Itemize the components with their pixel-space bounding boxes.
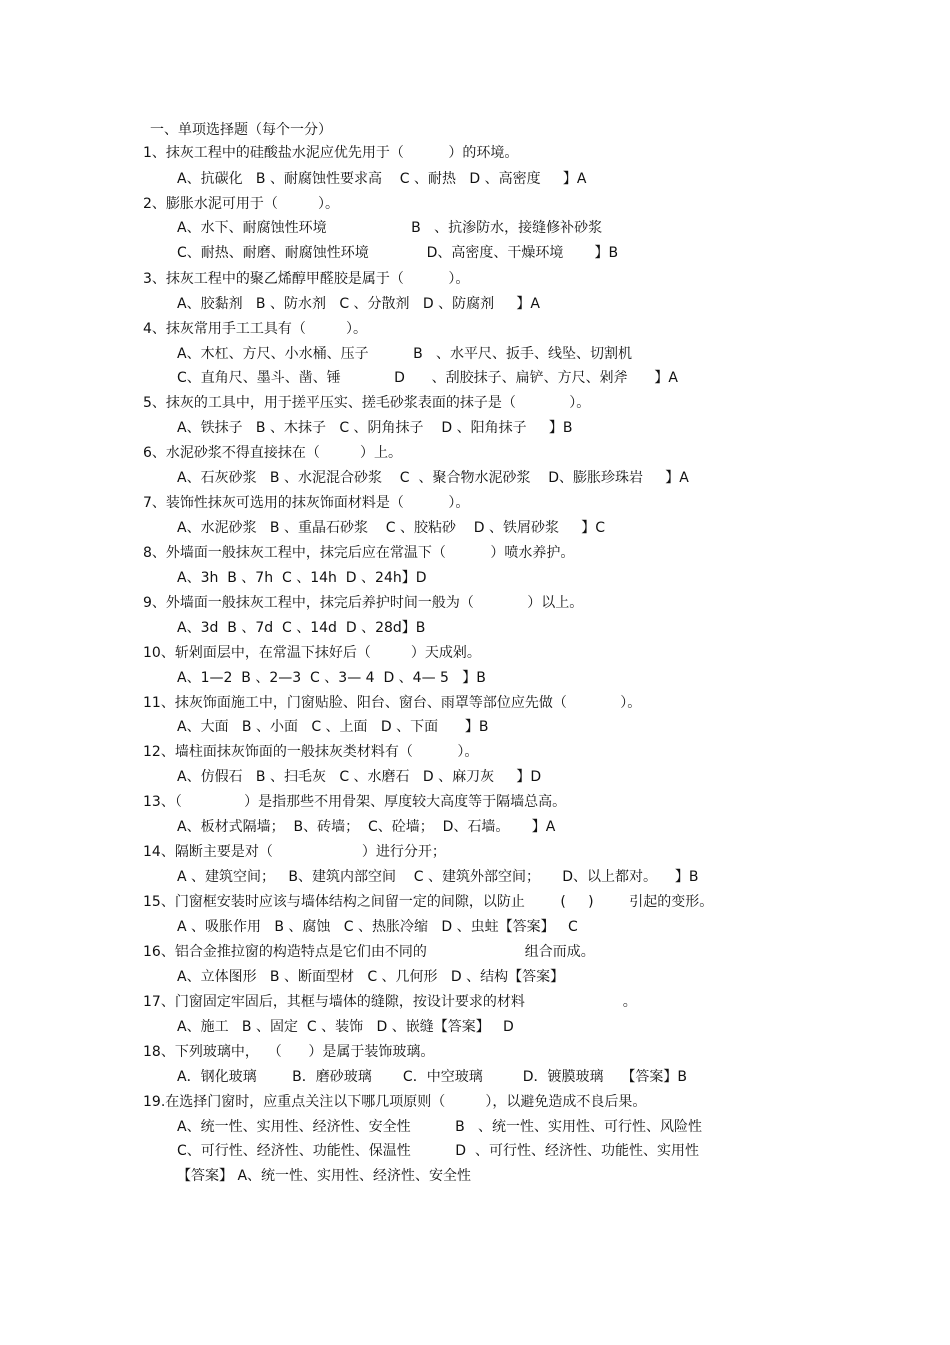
question-text: 8、外墙面一般抹灰工程中，抹完后应在常温下（ ）喷水养护。	[143, 545, 575, 561]
section-heading: 一、单项选择题（每个一分）	[150, 122, 332, 138]
option-line: A、大面 B 、小面 C 、上面 D 、下面 】B	[177, 719, 489, 735]
option-line: A、胶黏剂 B 、防水剂 C 、分散剂 D 、防腐剂 】A	[177, 296, 540, 312]
question-text: 1、抹灰工程中的硅酸盐水泥应优先用于（ ）的环境。	[143, 145, 519, 161]
question-text: 6、水泥砂浆不得直接抹在（ ）上。	[143, 445, 402, 461]
question-text: 15、门窗框安装时应该与墙体结构之间留一定的间隙，以防止 ( ) 引起的变形。	[143, 894, 714, 910]
option-line: A 、吸胀作用 B 、腐蚀 C 、热胀冷缩 D 、虫蛀【答案】 C	[177, 919, 578, 935]
question-text: 16、铝合金推拉窗的构造特点是它们由不同的 组合而成。	[143, 944, 595, 960]
question-text: 17、门窗固定牢固后，其框与墙体的缝隙，按设计要求的材料 。	[143, 994, 637, 1010]
option-line: 【答案】 A、统一性、实用性、经济性、安全性	[177, 1168, 472, 1184]
option-line: A 、建筑空间； B、建筑内部空间 C 、建筑外部空间； D、以上都对。 】B	[177, 869, 699, 885]
question-text: 18、下列玻璃中， （ ）是属于装饰玻璃。	[143, 1044, 435, 1060]
question-text: 12、墙柱面抹灰饰面的一般抹灰类材料有（ ）。	[143, 744, 479, 760]
question-text: 5、抹灰的工具中，用于搓平压实、搓毛砂浆表面的抹子是（ ）。	[143, 395, 591, 411]
question-text: 2、膨胀水泥可用于（ ）。	[143, 196, 339, 212]
option-line: A、板材式隔墙； B、砖墙； C、砼墙； D、石墙。 】A	[177, 819, 556, 835]
option-line: A、抗碳化 B 、耐腐蚀性要求高 C 、耐热 D 、高密度 】A	[177, 171, 587, 187]
option-line: A、水泥砂浆 B 、重晶石砂浆 C 、胶粘砂 D 、铁屑砂浆 】C	[177, 520, 606, 536]
question-text: 11、抹灰饰面施工中，门窗贴脸、阳台、窗台、雨罩等部位应先做（ ）。	[143, 695, 642, 711]
option-line: A、1—2 B 、2—3 C 、3— 4 D 、4— 5 】B	[177, 670, 486, 686]
option-line: A、木杠、方尺、小水桶、压子 B 、水平尺、扳手、线坠、切割机	[177, 346, 633, 362]
question-text: 7、装饰性抹灰可选用的抹灰饰面材料是（ ）。	[143, 495, 470, 511]
option-line: A、统一性、实用性、经济性、安全性 B 、统一性、实用性、可行性、风险性	[177, 1119, 703, 1135]
question-text: 10、斩剁面层中，在常温下抹好后（ ）天成剁。	[143, 645, 481, 661]
option-line: A、3h B 、7h C 、14h D 、24h】D	[177, 570, 427, 586]
option-line: A、铁抹子 B 、木抹子 C 、阴角抹子 D 、阳角抹子 】B	[177, 420, 573, 436]
option-line: A、仿假石 B 、扫毛灰 C 、水磨石 D 、麻刀灰 】D	[177, 769, 542, 785]
option-line: A、施工 B 、固定 C 、装饰 D 、嵌缝【答案】 D	[177, 1019, 514, 1035]
option-line: C、直角尺、墨斗、凿、锤 D 、刮胶抹子、扁铲、方尺、剁斧 】A	[177, 370, 678, 386]
question-text: 19.在选择门窗时，应重点关注以下哪几项原则（ ），以避免造成不良后果。	[143, 1094, 647, 1110]
option-line: A、水下、耐腐蚀性环境 B 、抗渗防水，接缝修补砂浆	[177, 220, 603, 236]
question-text: 3、抹灰工程中的聚乙烯醇甲醛胶是属于（ ）。	[143, 271, 470, 287]
option-line: A．钢化玻璃 B．磨砂玻璃 C．中空玻璃 D．镀膜玻璃 【答案】B	[177, 1069, 687, 1085]
option-line: C、可行性、经济性、功能性、保温性 D 、可行性、经济性、功能性、实用性	[177, 1143, 699, 1159]
option-line: A、石灰砂浆 B 、水泥混合砂浆 C 、聚合物水泥砂浆 D、膨胀珍珠岩 】A	[177, 470, 689, 486]
question-text: 13、（ ）是指那些不用骨架、厚度较大高度等于隔墙总高。	[143, 794, 567, 810]
option-line: A、3d B 、7d C 、14d D 、28d】B	[177, 620, 426, 636]
option-line: C、耐热、耐磨、耐腐蚀性环境 D、高密度、干燥环境 】B	[177, 245, 619, 261]
question-text: 14、隔断主要是对（ ）进行分开；	[143, 844, 446, 860]
option-line: A、立体图形 B 、断面型材 C 、几何形 D 、结构【答案】	[177, 969, 565, 985]
question-text: 9、外墙面一般抹灰工程中，抹完后养护时间一般为（ ）以上。	[143, 595, 584, 611]
question-text: 4、抹灰常用手工工具有（ ）。	[143, 321, 367, 337]
